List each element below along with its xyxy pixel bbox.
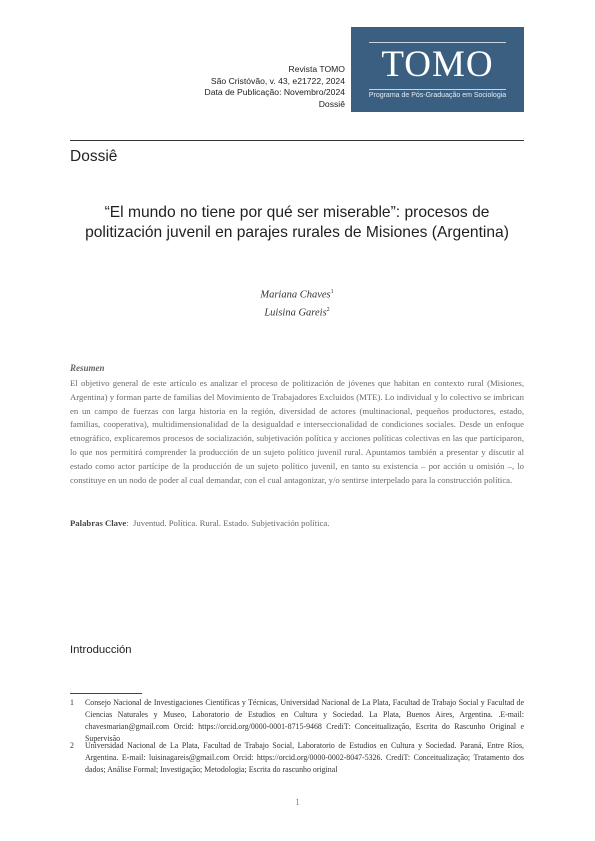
author-list — [70, 285, 524, 320]
footnote — [70, 740, 524, 776]
journal-volume: São Cristóvão, v. 43, e21722, 2024 — [210, 75, 345, 86]
abstract-text: El objetivo general de este artículo es analizar el proceso de politización de jóvenes que habitan en contexto rural (Misiones, Argentina) y forman parte de familias del Movimiento de Trabajadores Excluidos (MTE). Lo individual y lo colectivo se imbrican en un campo de fuerzas con larga historia en la región, diversidad de actores (multinacional, pequeños productores, estado, familias, cooperativa), multidimensionalidad de la desigualdad e interseccionalidad de condiciones sociales. Desde un enfoque etnográfico, explicaremos procesos de socialización, subjetivación política y acciones políticas colectivas en las que participaron, lo que nos permitirá comprender la producción de un sujeto político juvenil rural. Apuntamos también a presentar y discutir al estado como actor partícipe de la producción de un sujeto político juvenil, en tanto su existencia – por acción u omisión –, lo constituye en un nodo de poder al cual demandar, con el cual antagonizar, y/o sentirse interpelado para la construcción política. — [70, 378, 524, 485]
footnote-number: 1 — [70, 698, 74, 707]
author — [70, 303, 524, 321]
footnote-divider — [70, 693, 142, 694]
tomo-logo — [351, 27, 524, 112]
journal-name: Revista TOMO — [288, 64, 345, 74]
logo-word: TOMO — [381, 44, 494, 85]
author-name: Mariana Chaves — [260, 289, 331, 301]
journal-section: Dossiê — [318, 98, 345, 109]
keywords-label: Palabras Clave — [70, 518, 127, 528]
logo-subtitle: Programa de Pós-Graduação em Sociologia — [368, 92, 507, 99]
footnote — [70, 697, 524, 745]
journal-meta — [205, 64, 345, 110]
publication-date: Data de Publicação: Novembro/2024 — [204, 87, 345, 98]
footnote-text: Universidad Nacional de La Plata, Facultad de Trabajo Social, Laboratorio de Estudios en Cultura y Sociedad. Paraná, Entre Ríos, Argentina. E-mail: luisinagareis@gmail.com Orcid: https://orcid.org/0000-0002-8047-5326. CrediT: Conceitualização; Tratamento dos dados; Análise Formal; Investigação; Metodologia; Escrita do rascunho original — [85, 741, 524, 774]
header-divider — [70, 140, 524, 141]
section-heading: Dossiê — [70, 148, 118, 165]
author-name: Luisina Gareis — [264, 307, 327, 318]
logo-rule-bottom — [369, 89, 506, 90]
footnote-text: Consejo Nacional de Investigaciones Científicas y Técnicas, Universidad Nacional de La Plata, Facultad de Trabajo Social y Facultad de Ciencias Naturales y Museo, Laboratorio de Estudios en Cultura y Sociedad. La Plata, Buenos Aires, Argentina. .E-mail: chavesmarian@gmail.com Orcid: https://orcid.org/0000-0001-8715-9468 CrediT: Conceitualização, Escrita do Rascunho Original e Supervisão — [85, 698, 524, 743]
intro-heading: Introducción — [70, 644, 132, 656]
author-footnote-mark[interactable]: 2 — [326, 306, 330, 313]
page-number: 1 — [295, 797, 300, 807]
abstract-heading: Resumen — [70, 363, 105, 373]
author-footnote-mark[interactable]: 1 — [330, 289, 334, 295]
article-title: “El mundo no tiene por qué ser miserable”: procesos de politización juvenil en parajes rurales de Misiones (Argentina) — [85, 204, 509, 241]
keywords-text: Juventud. Política. Rural. Estado. Subjetivación política. — [133, 518, 330, 528]
keywords: Palabras Clave: Juventud. Política. Rural. Estado. Subjetivación política. — [70, 518, 330, 528]
author — [70, 285, 524, 303]
footnote-number: 2 — [70, 741, 74, 750]
